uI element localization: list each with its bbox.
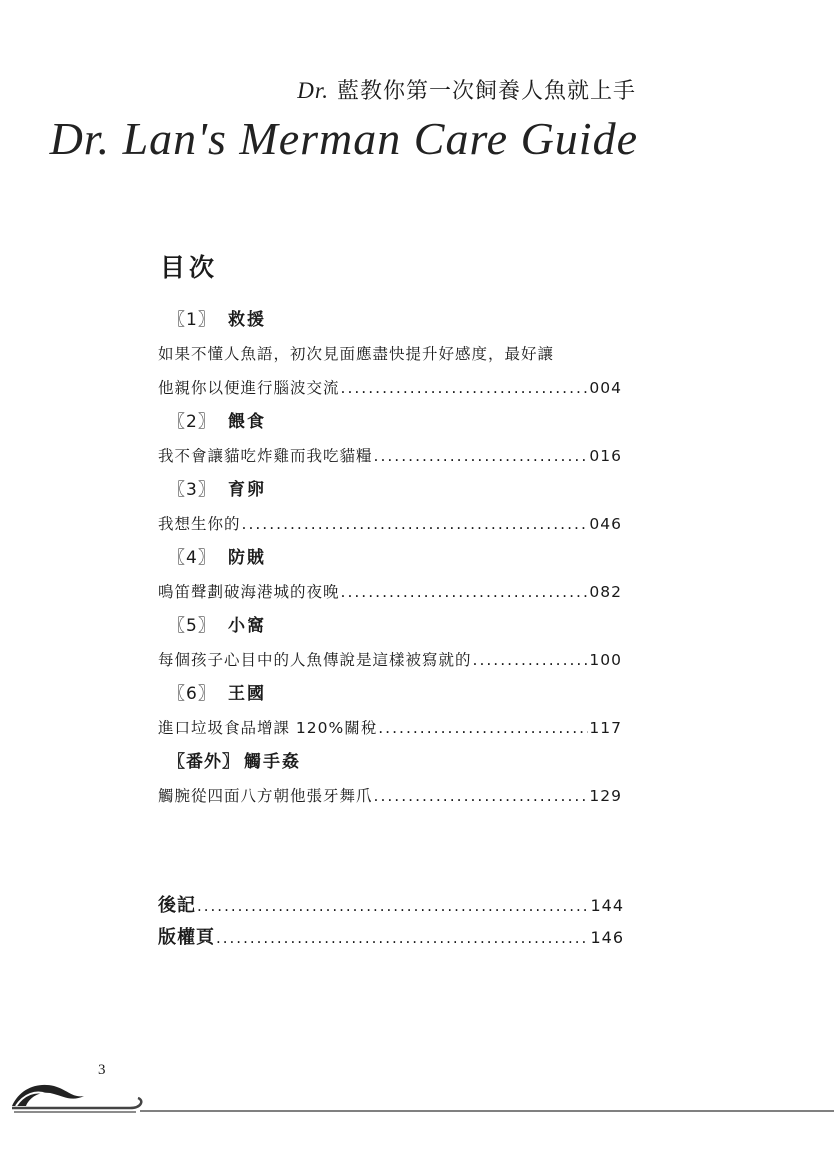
toc-entry-text: 他親你以便進行腦波交流 [158, 379, 340, 397]
toc-entry[interactable] [158, 507, 622, 541]
dot-leader [216, 922, 589, 954]
toc-entry-text: 我不會讓貓吃炸雞而我吃貓糧 [158, 447, 373, 465]
chapter-number: 〖6〗 [168, 684, 216, 704]
chapter-number: 〖5〗 [168, 616, 216, 636]
header-title-cn-text: 藍教你第一次飼養人魚就上手 [336, 79, 636, 104]
toc-page-number: 004 [589, 379, 622, 397]
chapter-number: 〖4〗 [168, 548, 216, 568]
toc-chapter-1 [158, 303, 622, 405]
chapter-name: 觸手姦 [244, 752, 301, 772]
chapter-heading [158, 541, 622, 575]
toc-page-number: 144 [590, 896, 624, 915]
toc-entry-text: 後記 [158, 895, 196, 916]
toc-chapter-4 [158, 541, 622, 609]
chapter-heading [158, 473, 622, 507]
toc-page-number: 016 [589, 447, 622, 465]
header-dr-prefix: Dr. [297, 78, 329, 103]
dot-leader [341, 575, 589, 609]
toc-chapter-6 [158, 677, 622, 745]
dot-leader [341, 371, 589, 405]
back-matter [158, 890, 624, 954]
toc-page-number: 046 [589, 515, 622, 533]
toc-entry[interactable] [158, 439, 622, 473]
toc-chapter-5 [158, 609, 622, 677]
dot-leader [374, 439, 589, 473]
toc-entry-text: 每個孩子心目中的人魚傳說是這樣被寫就的 [158, 651, 472, 669]
toc-entry-text: 進口垃圾食品增課 120%關稅 [158, 719, 378, 737]
chapter-name: 救援 [228, 310, 266, 330]
chapter-heading [158, 677, 622, 711]
table-of-contents [158, 303, 622, 813]
chapter-name: 育卵 [228, 480, 266, 500]
toc-entry-text: 如果不懂人魚語，初次見面應盡快提升好感度，最好讓 [158, 345, 555, 363]
chapter-heading [158, 609, 622, 643]
toc-chapter-3 [158, 473, 622, 541]
dot-leader [473, 643, 589, 677]
footer-rule [140, 1110, 834, 1112]
dot-leader [378, 711, 588, 745]
chapter-name: 防賊 [228, 548, 266, 568]
chapter-heading [158, 745, 622, 779]
toc-chapter-extra [158, 745, 622, 813]
toc-entry-afterword[interactable] [158, 890, 624, 922]
toc-page-number: 082 [589, 583, 622, 601]
chapter-number: 〖2〗 [168, 412, 216, 432]
wave-ornament-icon [10, 1076, 150, 1120]
toc-entry[interactable] [158, 371, 622, 405]
toc-page-number: 100 [589, 651, 622, 669]
toc-entry[interactable] [158, 779, 622, 813]
toc-entry-text: 鳴笛聲劃破海港城的夜晚 [158, 583, 340, 601]
header-title-cn [297, 74, 636, 105]
toc-entry[interactable] [158, 643, 622, 677]
toc-chapter-2 [158, 405, 622, 473]
chapter-heading [158, 405, 622, 439]
toc-page-number: 117 [589, 719, 622, 737]
chapter-name: 餵食 [228, 412, 266, 432]
toc-entry-text: 版權頁 [158, 927, 215, 948]
page-number: 3 [98, 1062, 106, 1078]
chapter-number: 〖1〗 [168, 310, 216, 330]
toc-entry[interactable] [158, 711, 622, 745]
toc-entry[interactable] [158, 575, 622, 609]
toc-entry-text: 我想生你的 [158, 515, 241, 533]
dot-leader [197, 890, 589, 922]
toc-entry-text: 觸腕從四面八方朝他張牙舞爪 [158, 787, 373, 805]
chapter-heading [158, 303, 622, 337]
toc-heading: 目次 [160, 253, 219, 282]
toc-page-number: 129 [589, 787, 622, 805]
chapter-name: 小窩 [228, 616, 266, 636]
dot-leader [242, 507, 589, 541]
chapter-number: 〖番外〗 [168, 752, 240, 772]
toc-entry-copyright[interactable] [158, 922, 624, 954]
toc-page-number: 146 [590, 928, 624, 947]
dot-leader [374, 779, 589, 813]
header-title-en: Dr. Lan's Merman Care Guide [49, 113, 638, 164]
toc-entry [158, 337, 622, 371]
chapter-name: 王國 [228, 684, 266, 704]
chapter-number: 〖3〗 [168, 480, 216, 500]
